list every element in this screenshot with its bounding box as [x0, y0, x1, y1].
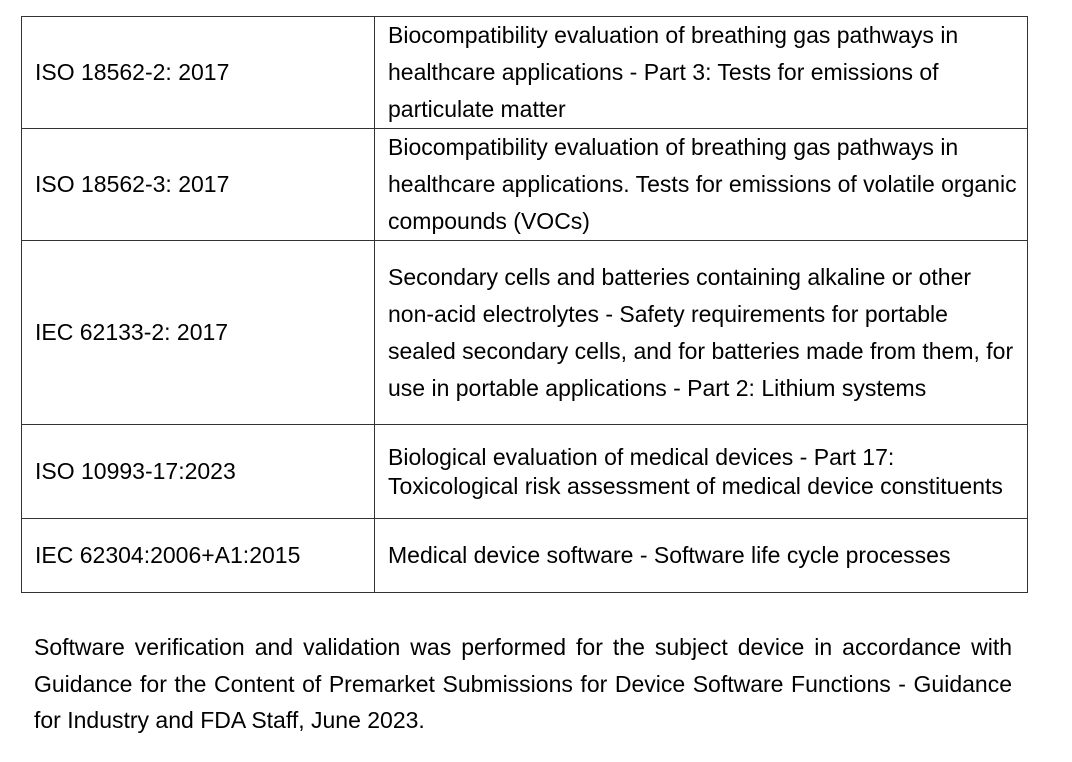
table-row: [22, 425, 1028, 519]
standard-number-cell: ISO 10993-17:2023: [22, 425, 375, 519]
standard-title-cell: Biocompatibility evaluation of breathing gas pathways in healthcare applications - Part 3: Tests for emissions of particulate matter: [375, 17, 1028, 129]
standard-title-cell: Biological evaluation of medical devices - Part 17: Toxicological risk assessment of medical device constituents: [375, 425, 1028, 519]
standard-number-cell: ISO 18562-3: 2017: [22, 129, 375, 241]
table-row: [22, 129, 1028, 241]
standards-table: [21, 16, 1028, 593]
table-row: [22, 241, 1028, 425]
summary-paragraph: Software verification and validation was performed for the subject device in accordance with Guidance for the Content of Premarket Submissions for Device Software Functions - Guidance for Industry and FDA Staff, June 2023.: [34, 634, 1012, 733]
table-row: [22, 17, 1028, 129]
standard-title-cell: Medical device software - Software life cycle processes: [375, 519, 1028, 593]
standard-title-cell: Biocompatibility evaluation of breathing gas pathways in healthcare applications. Tests for emissions of volatile organic compounds (VOCs): [375, 129, 1028, 241]
standard-number-cell: IEC 62304:2006+A1:2015: [22, 519, 375, 593]
table-row: [22, 519, 1028, 593]
standard-number-cell: IEC 62133-2: 2017: [22, 241, 375, 425]
standard-title-cell: Secondary cells and batteries containing alkaline or other non-acid electrolytes - Safety requirements for portable sealed secondary cells, and for batteries made from them, for use in portable applications - Part 2: Lithium systems: [375, 241, 1028, 425]
standard-number-cell: ISO 18562-2: 2017: [22, 17, 375, 129]
